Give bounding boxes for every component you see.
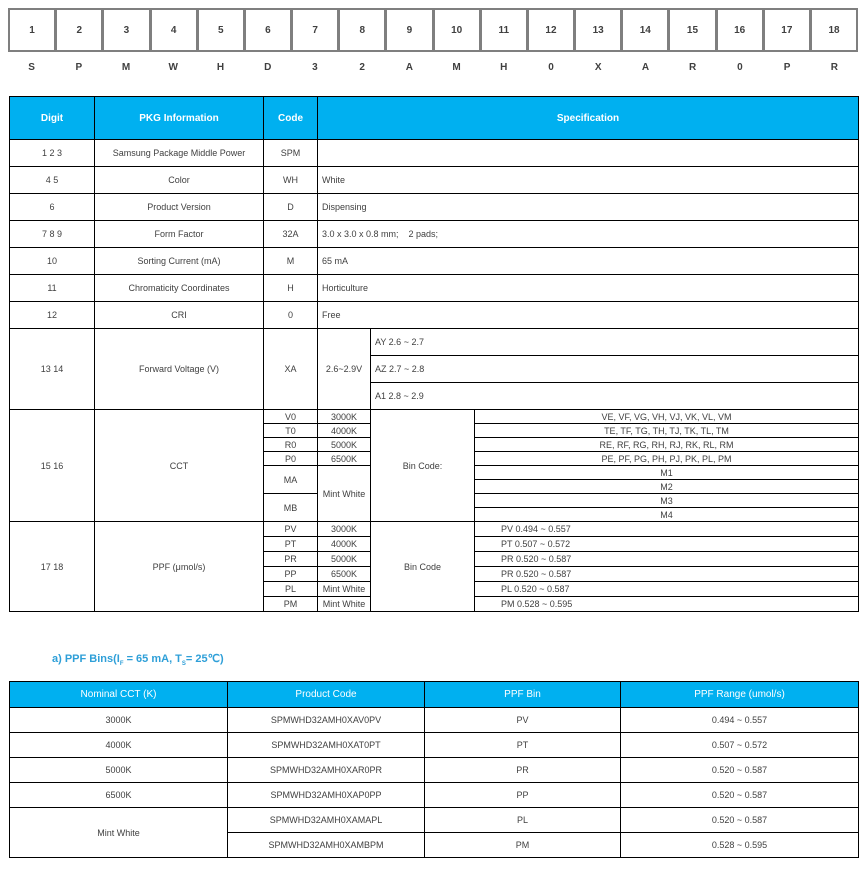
- ppf-range-cell: 0.520 ~ 0.587: [621, 808, 859, 833]
- cct-bin-cell: M2: [475, 480, 859, 494]
- cct-bin-cell: M1: [475, 466, 859, 480]
- code-letter: 0: [548, 62, 554, 73]
- digit-box: 1: [10, 10, 57, 50]
- digit-box: 13: [576, 10, 623, 50]
- digit-box: 15: [670, 10, 717, 50]
- code-cell: XA: [264, 329, 318, 410]
- digit-cell: 11: [10, 275, 95, 302]
- cct-code-cell: P0: [264, 452, 318, 466]
- ppf-bin-cell: PT: [425, 733, 621, 758]
- table-row: [10, 410, 859, 424]
- ppf-code-cell: PT: [264, 537, 318, 552]
- ppf-temp-cell: 6500K: [318, 567, 371, 582]
- ppf-range-cell: 0.520 ~ 0.587: [621, 758, 859, 783]
- pkg-cell: Sorting Current (mA): [95, 248, 264, 275]
- table-row: [10, 194, 859, 221]
- cct-code-cell: MB: [264, 494, 318, 522]
- cct-bin-cell: PE, PF, PG, PH, PJ, PK, PL, PM: [475, 452, 859, 466]
- table-row: [10, 275, 859, 302]
- digit-box: 8: [340, 10, 387, 50]
- code-cell: WH: [264, 167, 318, 194]
- pkg-cell: Form Factor: [95, 221, 264, 248]
- cct-cell: 5000K: [10, 758, 228, 783]
- table-row: [10, 808, 859, 833]
- cct-bin-cell: TE, TF, TG, TH, TJ, TK, TL, TM: [475, 424, 859, 438]
- cct-bin-cell: RE, RF, RG, RH, RJ, RK, RL, RM: [475, 438, 859, 452]
- digit-cell: 17 18: [10, 522, 95, 612]
- cct-cell: 3000K: [10, 708, 228, 733]
- code-cell: 0: [264, 302, 318, 329]
- cct-temp-cell: Mint White: [318, 466, 371, 522]
- table-row: [10, 733, 859, 758]
- heading-text: = 25℃): [185, 653, 224, 665]
- code-letter: H: [500, 62, 508, 73]
- digit-box: 12: [529, 10, 576, 50]
- code-letter: P: [783, 62, 791, 73]
- ppf-code-cell: PL: [264, 582, 318, 597]
- digit-cell: 13 14: [10, 329, 95, 410]
- digit-cell: 4 5: [10, 167, 95, 194]
- cct-cell: 6500K: [10, 783, 228, 808]
- cct-code-cell: T0: [264, 424, 318, 438]
- ppf-bin-cell: PR: [425, 758, 621, 783]
- table-row: [10, 221, 859, 248]
- product-code-cell: SPMWHD32AMH0XAMBPM: [228, 833, 425, 858]
- digit-box: 17: [765, 10, 812, 50]
- code-letter: R: [689, 62, 697, 73]
- ppf-bin-cell: PV: [425, 708, 621, 733]
- pkg-cell: Color: [95, 167, 264, 194]
- spec-cell: 65 mA: [318, 248, 859, 275]
- ppf-code-cell: PR: [264, 552, 318, 567]
- code-letter: M: [121, 62, 131, 73]
- ppf-bin-cell: PM: [425, 833, 621, 858]
- bin-code-label: Bin Code: [371, 522, 475, 612]
- pkg-cell: Product Version: [95, 194, 264, 221]
- table-row: [10, 758, 859, 783]
- table-row: [10, 708, 859, 733]
- voltage-bin-cell: AZ 2.7 ~ 2.8: [371, 356, 859, 383]
- code-letter: D: [264, 62, 272, 73]
- ppf-range-cell: PR 0.520 ~ 0.587: [475, 552, 859, 567]
- ppf-range-cell: PL 0.520 ~ 0.587: [475, 582, 859, 597]
- header-nominal-cct: Nominal CCT (K): [10, 682, 228, 708]
- code-letter: R: [830, 62, 838, 73]
- voltage-bin-cell: AY 2.6 ~ 2.7: [371, 329, 859, 356]
- heading-subscript: F: [119, 661, 124, 668]
- heading-text: = 65 mA, T: [123, 653, 182, 665]
- digit-box: 9: [387, 10, 434, 50]
- ppf-range-cell: 0.520 ~ 0.587: [621, 783, 859, 808]
- heading-subscript: S: [181, 661, 186, 668]
- pkg-cell: Samsung Package Middle Power: [95, 140, 264, 167]
- ppf-range-cell: PT 0.507 ~ 0.572: [475, 537, 859, 552]
- header-pkg: PKG Information: [95, 97, 264, 140]
- code-letter: 0: [737, 62, 743, 73]
- ppf-range-cell: 0.507 ~ 0.572: [621, 733, 859, 758]
- ppf-temp-cell: Mint White: [318, 582, 371, 597]
- digit-cell: 6: [10, 194, 95, 221]
- code-cell: H: [264, 275, 318, 302]
- ppf-bins-table: [9, 681, 859, 858]
- cct-bin-cell: M4: [475, 508, 859, 522]
- table-row: [10, 248, 859, 275]
- ppf-temp-cell: Mint White: [318, 597, 371, 612]
- ppf-bin-cell: PP: [425, 783, 621, 808]
- code-letter: P: [75, 62, 83, 73]
- code-letter: 3: [312, 62, 318, 73]
- pkg-cell: CCT: [95, 410, 264, 522]
- ppf-bins-heading: [52, 652, 224, 667]
- product-code-cell: SPMWHD32AMH0XAP0PP: [228, 783, 425, 808]
- voltage-bin-cell: A1 2.8 ~ 2.9: [371, 383, 859, 410]
- table-row: [10, 329, 859, 356]
- header-ppf-range: PPF Range (umol/s): [621, 682, 859, 708]
- cct-temp-cell: 5000K: [318, 438, 371, 452]
- cct-temp-cell: 6500K: [318, 452, 371, 466]
- digit-position-boxes: [8, 8, 858, 52]
- cct-code-cell: R0: [264, 438, 318, 452]
- code-letter: W: [168, 62, 178, 73]
- cct-code-cell: MA: [264, 466, 318, 494]
- digit-box: 10: [435, 10, 482, 50]
- digit-box: 6: [246, 10, 293, 50]
- digit-cell: 12: [10, 302, 95, 329]
- spec-cell: Dispensing: [318, 194, 859, 221]
- table-row: [10, 522, 859, 537]
- code-letter: S: [28, 62, 35, 73]
- code-letter: M: [452, 62, 461, 73]
- header-ppf-bin: PPF Bin: [425, 682, 621, 708]
- header-code: Code: [264, 97, 318, 140]
- cct-bin-cell: VE, VF, VG, VH, VJ, VK, VL, VM: [475, 410, 859, 424]
- code-cell: M: [264, 248, 318, 275]
- digit-box: 7: [293, 10, 340, 50]
- ppf-temp-cell: 4000K: [318, 537, 371, 552]
- ppf-range-cell: PR 0.520 ~ 0.587: [475, 567, 859, 582]
- digit-cell: 7 8 9: [10, 221, 95, 248]
- heading-text: a) PPF Bins(I: [52, 653, 120, 665]
- cct-temp-cell: 3000K: [318, 410, 371, 424]
- digit-cell: 1 2 3: [10, 140, 95, 167]
- table-header-row: [10, 682, 859, 708]
- ppf-code-cell: PP: [264, 567, 318, 582]
- pkg-cell: CRI: [95, 302, 264, 329]
- code-cell: D: [264, 194, 318, 221]
- header-spec: Specification: [318, 97, 859, 140]
- header-product-code: Product Code: [228, 682, 425, 708]
- cct-temp-cell: 4000K: [318, 424, 371, 438]
- ppf-range-cell: 0.494 ~ 0.557: [621, 708, 859, 733]
- part-number-table: [9, 96, 859, 612]
- product-code-cell: SPMWHD32AMH0XAT0PT: [228, 733, 425, 758]
- digit-box: 2: [57, 10, 104, 50]
- digit-box: 11: [482, 10, 529, 50]
- digit-box: 16: [718, 10, 765, 50]
- product-code-cell: SPMWHD32AMH0XAV0PV: [228, 708, 425, 733]
- code-cell: SPM: [264, 140, 318, 167]
- ppf-temp-cell: 3000K: [318, 522, 371, 537]
- code-letter: A: [641, 62, 650, 73]
- table-row: [10, 167, 859, 194]
- code-letter: A: [405, 62, 413, 73]
- header-digit: Digit: [10, 97, 95, 140]
- digit-box: 4: [152, 10, 199, 50]
- code-letter: 2: [359, 62, 365, 73]
- code-letter: X: [594, 62, 602, 73]
- pkg-cell: Chromaticity Coordinates: [95, 275, 264, 302]
- digit-cell: 15 16: [10, 410, 95, 522]
- cct-cell: 4000K: [10, 733, 228, 758]
- table-header-row: [10, 97, 859, 140]
- pkg-cell: PPF (μmol/s): [95, 522, 264, 612]
- ppf-range-cell: PM 0.528 ~ 0.595: [475, 597, 859, 612]
- product-code-cell: SPMWHD32AMH0XAMAPL: [228, 808, 425, 833]
- cct-cell: Mint White: [10, 808, 228, 858]
- pkg-cell: Forward Voltage (V): [95, 329, 264, 410]
- cct-code-cell: V0: [264, 410, 318, 424]
- spec-cell: [318, 140, 859, 167]
- ppf-code-cell: PM: [264, 597, 318, 612]
- ppf-range-cell: 0.528 ~ 0.595: [621, 833, 859, 858]
- code-letters: [8, 62, 858, 76]
- spec-cell: Free: [318, 302, 859, 329]
- table-row: [10, 302, 859, 329]
- bin-code-label: Bin Code:: [371, 410, 475, 522]
- voltage-range-cell: 2.6~2.9V: [318, 329, 371, 410]
- ppf-code-cell: PV: [264, 522, 318, 537]
- code-cell: 32A: [264, 221, 318, 248]
- spec-cell: 3.0 x 3.0 x 0.8 mm; 2 pads;: [318, 221, 859, 248]
- spec-cell: White: [318, 167, 859, 194]
- table-row: [10, 140, 859, 167]
- code-letter: H: [216, 62, 225, 73]
- spec-cell: Horticulture: [318, 275, 859, 302]
- product-code-cell: SPMWHD32AMH0XAR0PR: [228, 758, 425, 783]
- digit-box: 14: [623, 10, 670, 50]
- digit-box: 3: [104, 10, 151, 50]
- ppf-temp-cell: 5000K: [318, 552, 371, 567]
- digit-cell: 10: [10, 248, 95, 275]
- ppf-range-cell: PV 0.494 ~ 0.557: [475, 522, 859, 537]
- digit-box: 5: [199, 10, 246, 50]
- ppf-bin-cell: PL: [425, 808, 621, 833]
- table-row: [10, 783, 859, 808]
- cct-bin-cell: M3: [475, 494, 859, 508]
- digit-box: 18: [828, 24, 840, 36]
